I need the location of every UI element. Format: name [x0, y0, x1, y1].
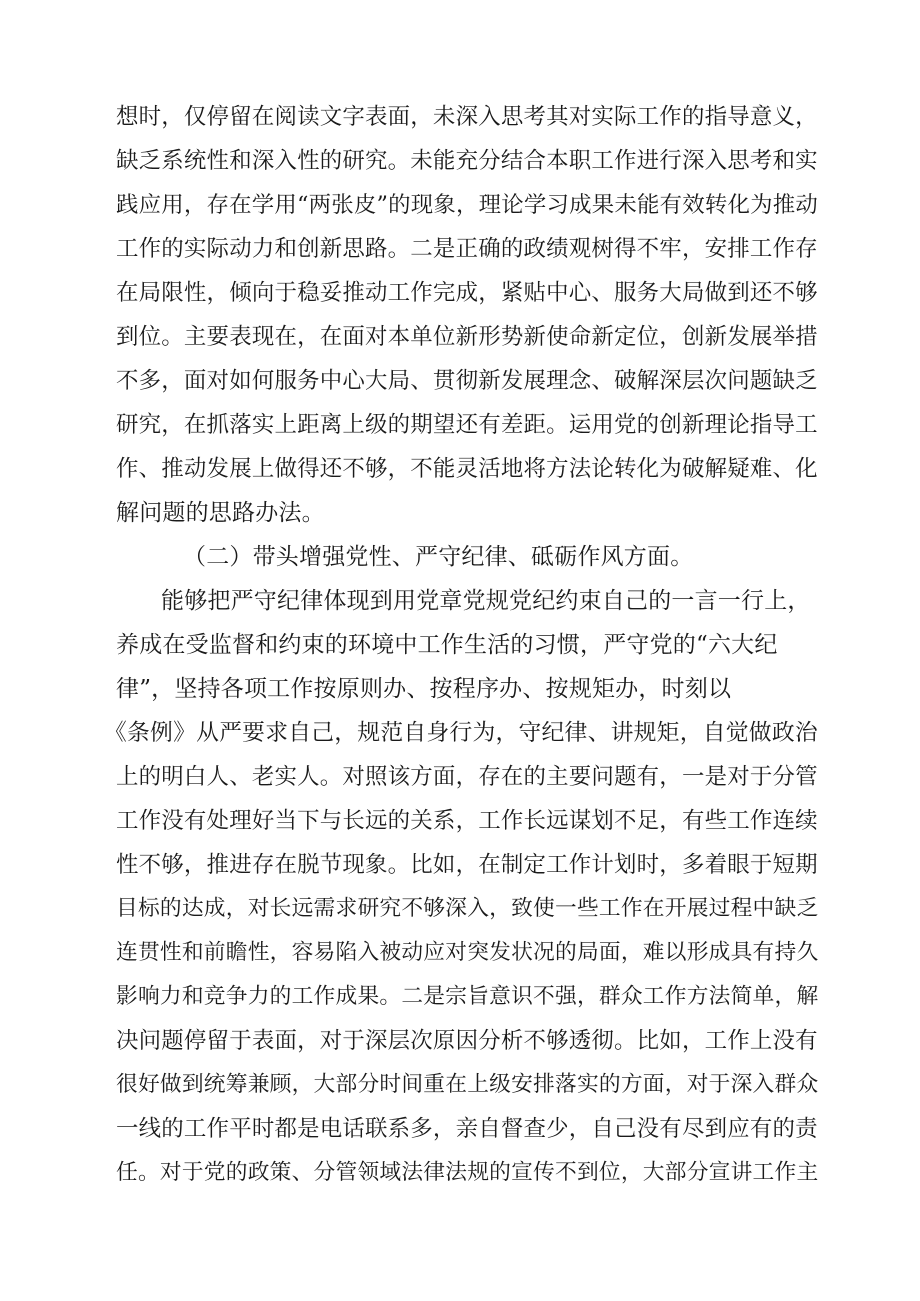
text-line: 想时，仅停留在阅读文字表面，未深入思考其对实际工作的指导意义， [116, 104, 818, 130]
text-line: 不多，面对如何服务中心大局、贯彻新发展理念、破解深层次问题缺乏 [116, 368, 818, 394]
text-line: 工作的实际动力和创新思路。二是正确的政绩观树得不牢，安排工作存 [116, 236, 818, 262]
text-line: 养成在受监督和约束的环境中工作生活的习惯，严守党的“六大纪 [116, 632, 778, 658]
text-line: 很好做到统筹兼顾，大部分时间重在上级安排落实的方面，对于深入群众 [116, 1072, 819, 1097]
text-line: 缺乏系统性和深入性的研究。未能充分结合本职工作进行深入思考和实 [116, 148, 818, 174]
text-line: 任。对于党的政策、分管领域法律法规的宣传不到位，大部分宣讲工作主 [116, 1160, 819, 1185]
text-line: 性不够，推进存在脱节现象。比如，在制定工作计划时，多着眼于短期 [116, 852, 818, 878]
paragraph-first-line: 能够把严守纪律体现到用党章党规党纪约束自己的一言一行上， [161, 588, 811, 614]
text-line: 上的明白人、老实人。对照该方面，存在的主要问题有，一是对于分管 [116, 764, 818, 790]
text-line: 一线的工作平时都是电话联系多，亲自督查少，自己没有尽到应有的责 [116, 1116, 818, 1142]
text-line: 在局限性，倾向于稳妥推动工作完成，紧贴中心、服务大局做到还不够 [116, 280, 818, 306]
text-line: 工作没有处理好当下与长远的关系，工作长远谋划不足，有些工作连续 [116, 808, 818, 834]
text-line: 到位。主要表现在，在面对本单位新形势新使命新定位，创新发展举措 [116, 324, 818, 350]
text-line: 研究，在抓落实上距离上级的期望还有差距。运用党的创新理论指导工 [116, 412, 818, 438]
text-line: 作、推动发展上做得还不够，不能灵活地将方法论转化为破解疑难、化 [116, 456, 818, 482]
section-heading: （二）带头增强党性、严守纪律、砥砺作风方面。 [183, 544, 694, 570]
text-line: 《条例》从严要求自己，规范自身行为，守纪律、讲规矩，自觉做政治 [104, 720, 818, 746]
text-line: 律”，坚持各项工作按原则办、按程序办、按规矩办，时刻以 [116, 676, 732, 702]
text-line: 目标的达成，对长远需求研究不够深入，致使一些工作在开展过程中缺乏 [116, 896, 819, 921]
text-line: 影响力和竞争力的工作成果。二是宗旨意识不强，群众工作方法简单，解 [116, 984, 819, 1009]
text-line: 践应用，存在学用“两张皮”的现象，理论学习成果未能有效转化为推动 [116, 192, 818, 218]
text-line: 决问题停留于表面，对于深层次原因分析不够透彻。比如，工作上没有 [116, 1028, 818, 1054]
text-line: 连贯性和前瞻性，容易陷入被动应对突发状况的局面，难以形成具有持久 [116, 940, 819, 965]
text-line: 解问题的思路办法。 [116, 500, 325, 526]
